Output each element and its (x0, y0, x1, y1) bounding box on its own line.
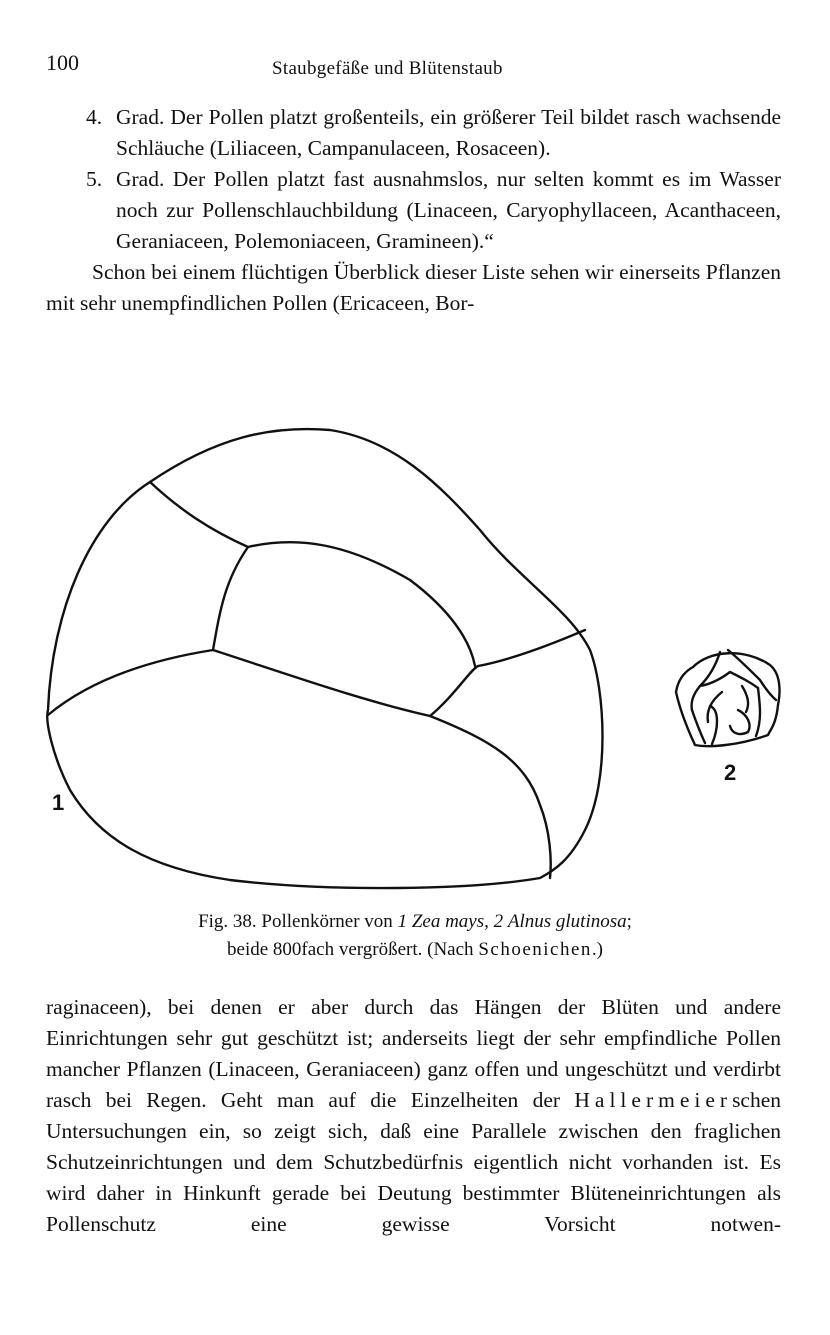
zea-ridge (150, 482, 248, 547)
caption-line-1 (0, 908, 830, 936)
list-item-number: 5. (86, 167, 103, 191)
zea-mays-outline (47, 429, 602, 888)
zea-ridge (213, 547, 248, 650)
caption-author: Schoenichen (478, 939, 592, 960)
list-item-text: Grad. Der Pollen platzt großenteils, ein größerer Teil bildet rasch wachsende Schläuche (Liliaceen, Campanulaceen, Rosaceen). (116, 105, 781, 160)
figure (0, 410, 830, 890)
author-name-spaced: Hallermeier (574, 1088, 733, 1112)
alnus-ridge (708, 692, 722, 722)
list-item (46, 102, 781, 164)
zea-ridge (213, 650, 430, 716)
lower-paragraph-text (46, 992, 781, 1240)
lower-part-1: raginaceen), bei denen er aber durch das Hängen der Blüten und andere Einrichtungen sehr gut geschützt ist; anderseits liegt der sehr empfindliche Pollen mancher Pflanzen (Linaceen, Geraniaceen) ganz offen und ungeschützt und verdirbt rasch bei Regen. Geht man auf die Einzelheiten der (46, 995, 781, 1112)
zea-ridge (248, 542, 475, 666)
list-item-text: Grad. Der Pollen platzt fast ausnahmslos, nur selten kommt es im Wasser noch zur Pollenschlauchbildung (Linaceen, Caryophyllaceen, Acanthaceen, Geraniaceen, Polemoniaceen, Gramineen).“ (116, 167, 781, 253)
figure-label-1: 1 (52, 790, 65, 815)
upper-paragraph: Schon bei einem flüchtigen Überblick dieser Liste sehen wir einerseits Pflanzen mit sehr unempfindlichen Pollen (Ericaceen, Bor- (46, 260, 781, 315)
alnus-ridge (730, 710, 750, 734)
caption-num-1: 1 (397, 911, 408, 932)
lower-paragraph (46, 992, 781, 1240)
alnus-ridge (742, 686, 748, 712)
zea-ridge (48, 650, 213, 715)
list-item-number: 4. (86, 105, 103, 129)
page-number: 100 (46, 50, 79, 75)
list-item (46, 164, 781, 257)
running-title: Staubgefäße und Blütenstaub (272, 58, 503, 79)
zea-ridge (430, 630, 585, 716)
zea-ridge (430, 716, 551, 878)
lower-part-2: schen Untersuchungen ein, so zeigt sich, daß eine Parallele zwischen den fraglichen Schutzeinrichtungen und dem Schutzbedürfnis eigentlich nicht vorhanden ist. Es wird daher in Hinkunft gerade bei Deutung bestimmter Blüteneinrichtungen als Pollenschutz eine gewisse Vorsicht notwen- (46, 1088, 782, 1236)
figure-label-2: 2 (724, 760, 737, 785)
caption-line-2 (0, 936, 830, 964)
alnus-ridge (756, 688, 760, 736)
list-block (46, 102, 781, 319)
alnus-ridge (710, 706, 717, 744)
caption-prefix: Fig. 38. Pollenkörner von (198, 911, 393, 932)
alnus-ridge (692, 710, 705, 743)
caption-sep: ; (626, 911, 632, 932)
caption-line2-b: .) (591, 939, 603, 960)
caption-num-2: 2 (493, 911, 504, 932)
caption-species-1: Zea mays, (411, 911, 489, 932)
caption-species-2: Alnus glutinosa (507, 911, 627, 932)
pollen-illustration (0, 410, 830, 890)
caption-line2-a: beide 800fach vergrößert. (Nach (227, 939, 474, 960)
figure-caption (0, 908, 830, 964)
